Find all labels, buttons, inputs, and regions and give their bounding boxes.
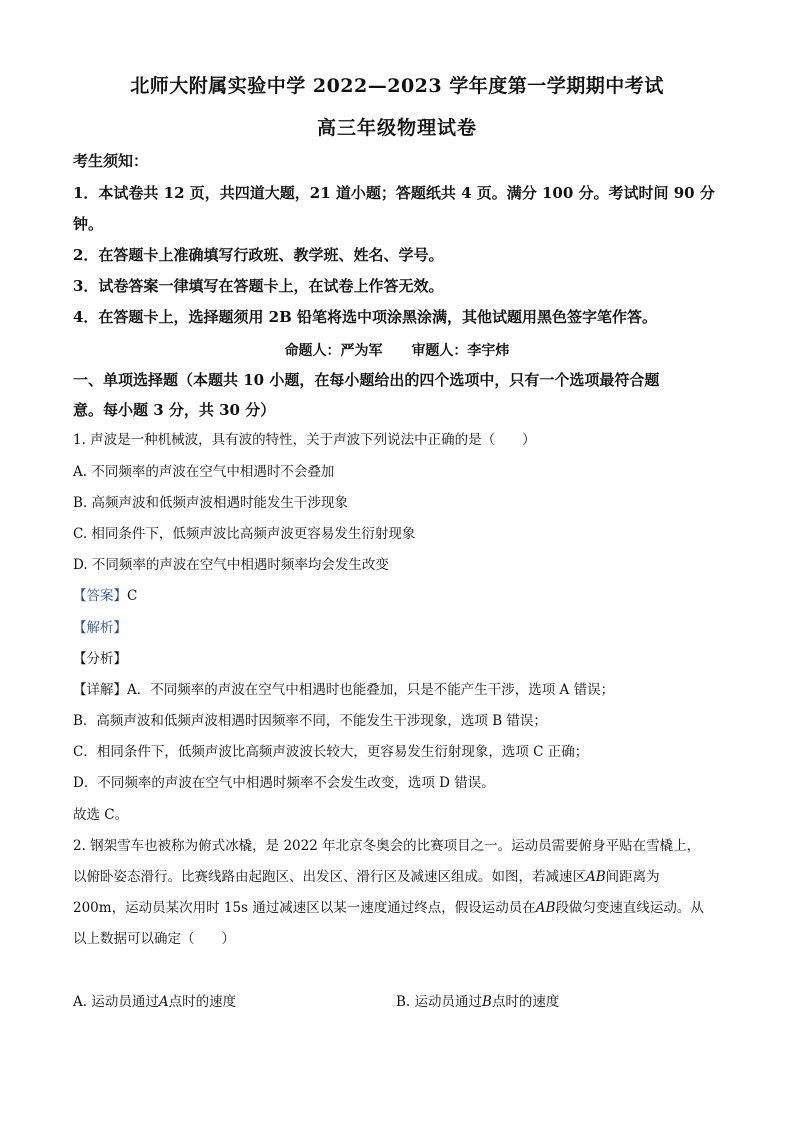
notice-item-1-cont: 钟。 — [73, 215, 104, 233]
q2-line-2-end: 间距离为 — [605, 869, 660, 885]
question-reviewer: 审题人：李宇炜 — [411, 343, 510, 359]
q1-option-a: A. 不同频率的声波在空气中相遇时不会叠加 — [73, 464, 335, 480]
q2-line-4: 以上数据可以确定（ ） — [73, 931, 235, 947]
q1-answer — [73, 586, 723, 606]
question-setter: 命题人：严为军 — [284, 343, 383, 359]
page-subtitle: 高三年级物理试卷 — [316, 117, 477, 139]
q2-optB-var: B — [482, 994, 492, 1010]
notice-item-2: 2．在答题卡上准确填写行政班、教学班、姓名、学号。 — [73, 246, 444, 264]
authors-line — [0, 340, 794, 360]
analysis-tag: 【解析】 — [73, 620, 127, 636]
q2-optA-var: A — [158, 994, 169, 1010]
detail-tag: 【详解】 — [73, 682, 127, 698]
page-title: 北师大附属实验中学 2022—2023 学年度第一学期期中考试 — [130, 75, 664, 97]
q1-conclusion: 故选 C。 — [73, 807, 129, 823]
q1-stem: 1. 声波是一种机械波，具有波的特性，关于声波下列说法中正确的是（ ） — [73, 432, 536, 448]
q1-detail-c: C．相同条件下，低频声波比高频声波波长较大，更容易发生衍射现象，选项 C 正确； — [73, 744, 589, 760]
detail-line-a: A．不同频率的声波在空气中相遇时也能叠加，只是不能产生干涉，选项 A 错误； — [127, 682, 615, 698]
q1-detail-d: D．不同频率的声波在空气中相遇时频率不会发生改变，选项 D 错误。 — [73, 775, 495, 791]
q1-option-d: D. 不同频率的声波在空气中相遇时频率均会发生改变 — [73, 557, 389, 573]
q2-option-b — [396, 992, 696, 1012]
q1-detail-a — [73, 680, 723, 700]
q1-analysis2-row — [73, 649, 723, 669]
notice-item-3: 3．试卷答案一律填写在答题卡上，在试卷上作答无效。 — [73, 277, 444, 295]
q2-optA-b: 点时的速度 — [168, 994, 237, 1010]
answer-tag: 【答案】 — [73, 588, 127, 604]
q2-optB-a: B. 运动员通过 — [396, 994, 483, 1010]
analysis2-tag: 【分析】 — [73, 651, 127, 667]
notice-heading: 考生须知： — [73, 152, 149, 170]
q2-line-2-text: 以俯卧姿态滑行。比赛线路由起跑区、出发区、滑行区及减速区组成。如图，若减速区 — [73, 869, 586, 885]
q2-optA-a: A. 运动员通过 — [73, 994, 159, 1010]
section-heading: 一、单项选择题（本题共 10 小题，在每小题给出的四个选项中，只有一个选项最符合题 — [73, 371, 660, 389]
notice-item-4: 4．在答题卡上，选择题须用 2B 铅笔将选中项涂黑涂满，其他试题用黑色签字笔作答。 — [73, 308, 658, 326]
q2-line-1: 2. 钢架雪车也被称为俯式冰橇，是 2022 年北京冬奥会的比赛项目之一。运动员需要俯身平贴在雪橇上， — [73, 838, 701, 854]
q1-analysis-tag — [73, 618, 723, 638]
q2-line-3 — [73, 898, 723, 918]
notice-item-1: 1．本试卷共 12 页，共四道大题，21 道小题；答题纸共 4 页。满分 100 分。考试时间 90 分 — [73, 184, 715, 202]
q2-option-a — [73, 992, 373, 1012]
q1-detail-b: B．高频声波和低频声波相遇时因频率不同，不能发生干涉现象，选项 B 错误； — [73, 713, 547, 729]
q2-line-3-b: 段做匀变速直线运动。从 — [555, 900, 704, 916]
q2-var-ab: AB — [586, 869, 606, 885]
q2-line-2 — [73, 867, 723, 887]
q1-option-c: C. 相同条件下，低频声波比高频声波更容易发生衍射现象 — [73, 526, 416, 542]
q2-optB-b: 点时的速度 — [491, 994, 560, 1010]
q2-line-3-a: 200m，运动员某次用时 15s 通过减速区以某一速度通过终点，假设运动员在 — [73, 900, 536, 916]
q2-var-ab-2: AB — [535, 900, 556, 916]
q1-option-b: B. 高频声波和低频声波相遇时能发生干涉现象 — [73, 495, 349, 511]
answer-value: C — [127, 588, 138, 604]
section-heading-cont: 意。每小题 3 分，共 30 分） — [73, 401, 276, 419]
